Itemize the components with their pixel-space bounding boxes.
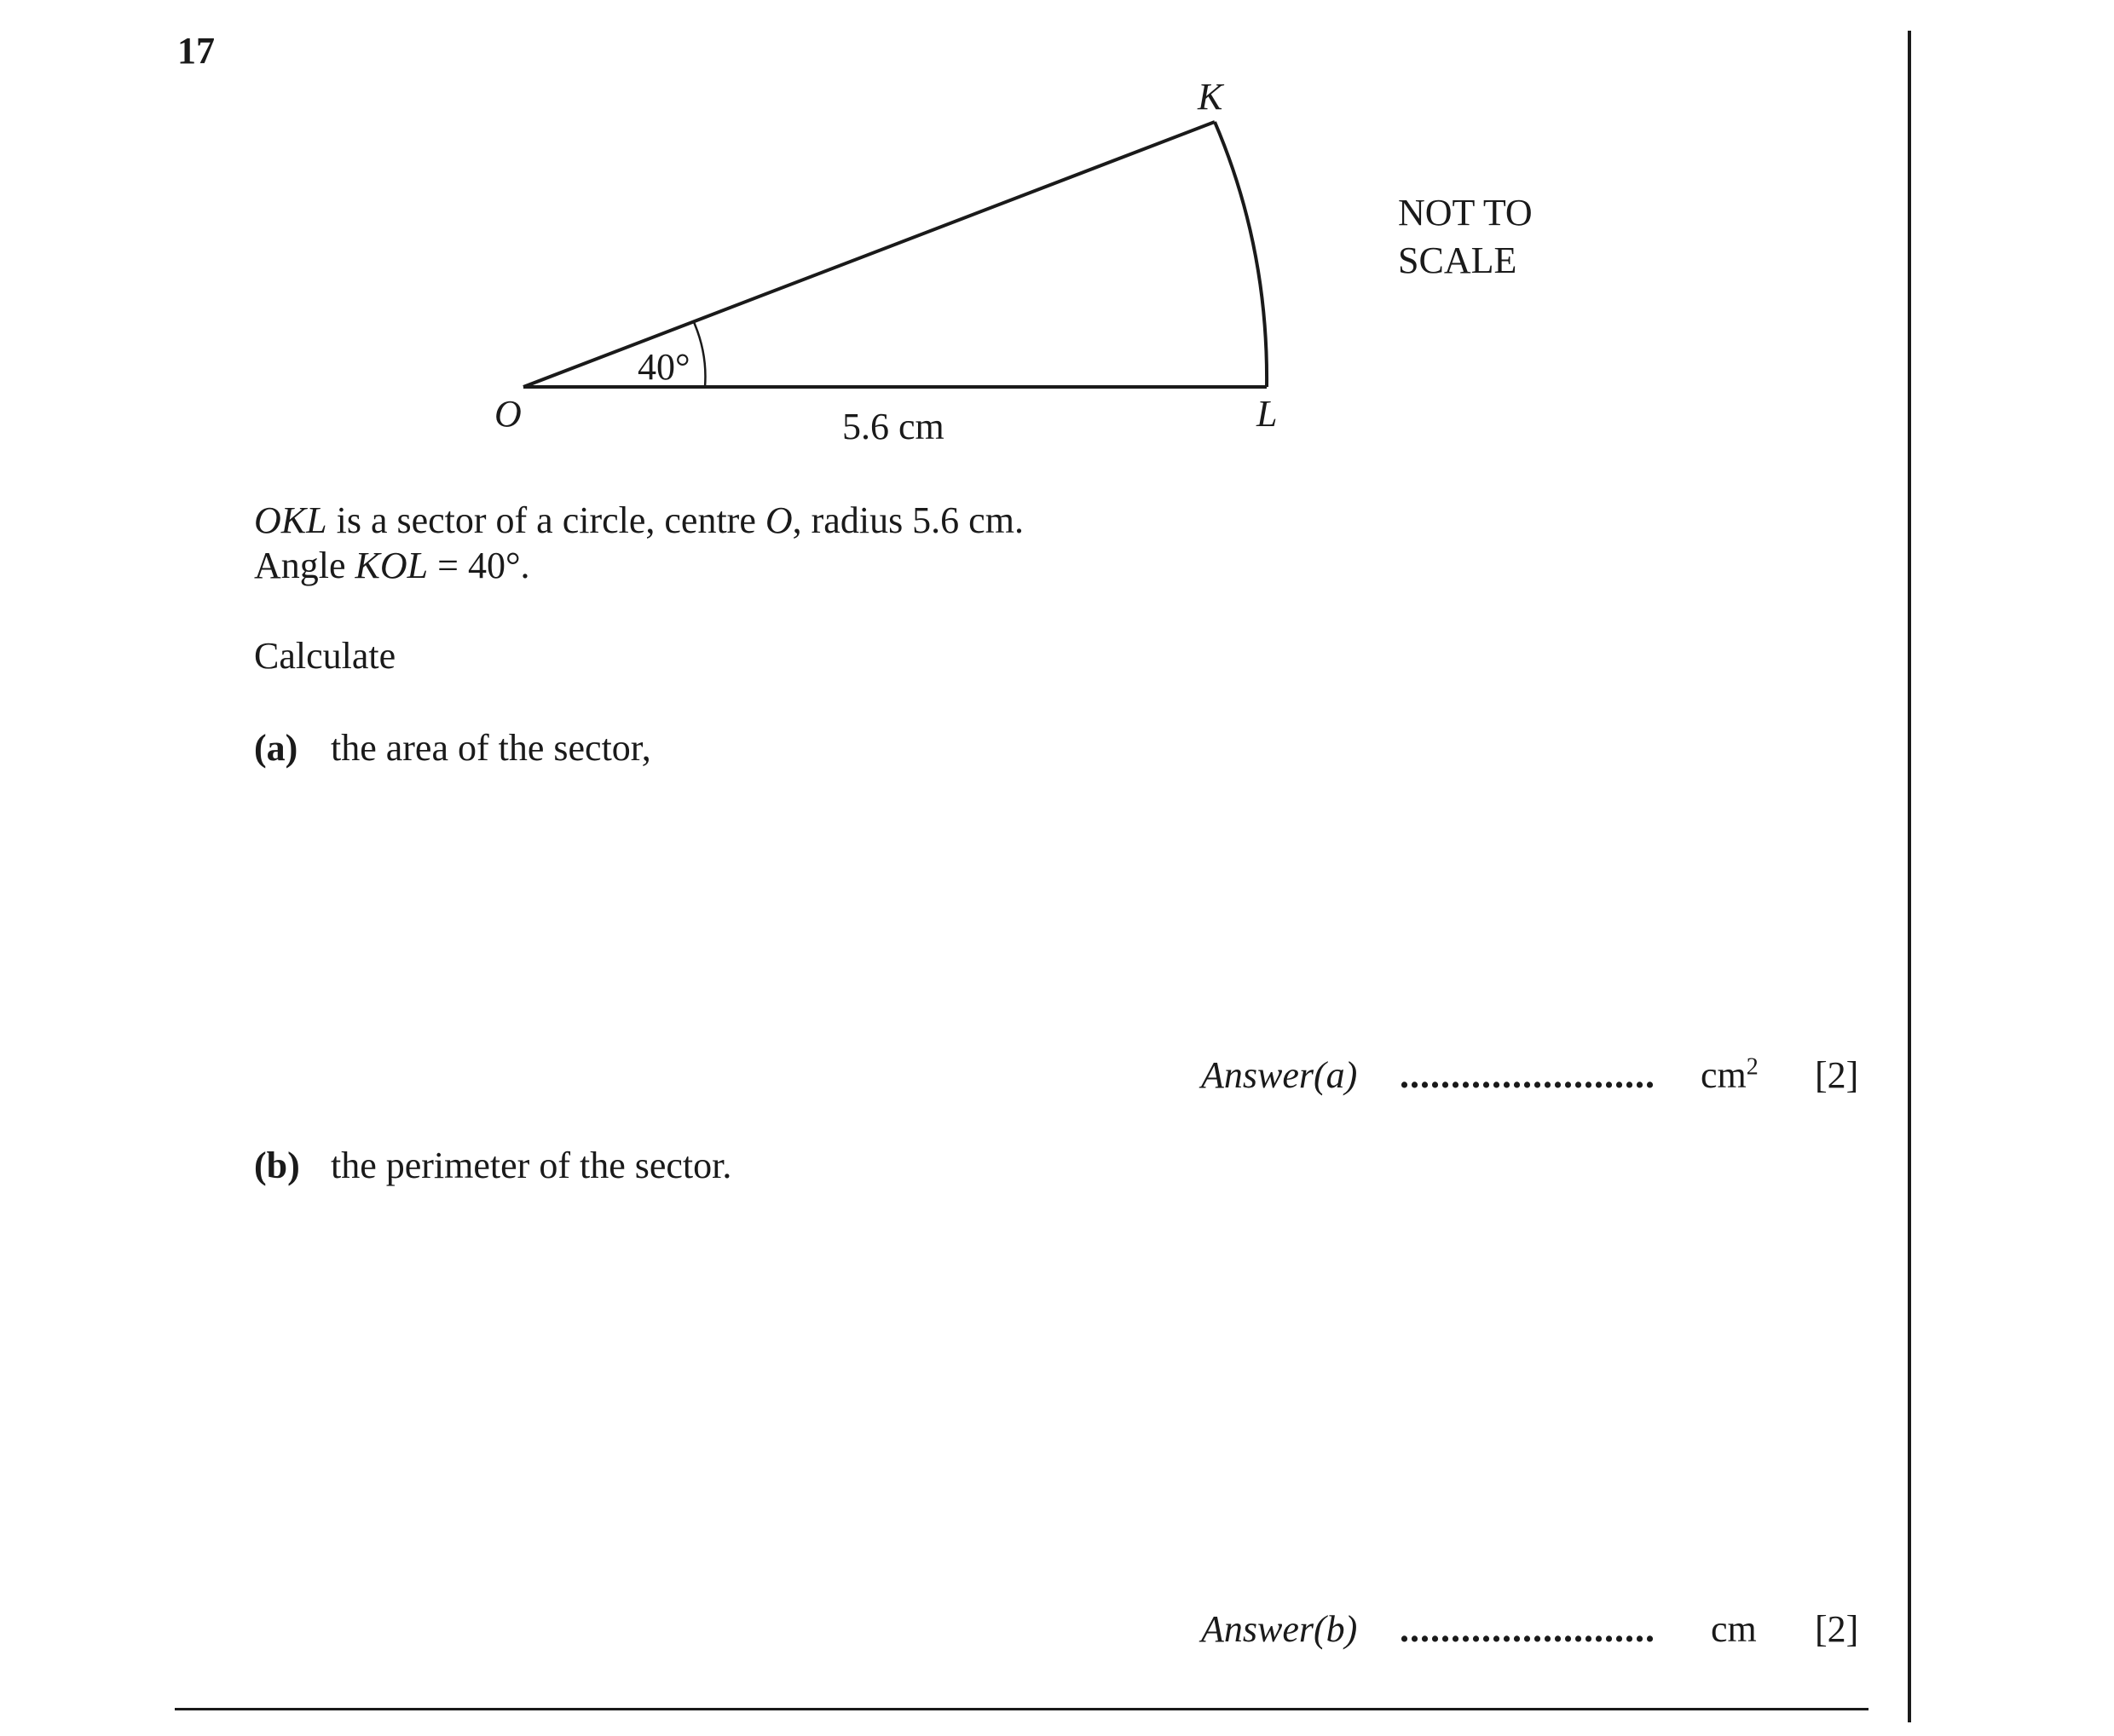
stem-line-1 (254, 499, 1024, 542)
angle-arc (694, 322, 705, 387)
stem-line-1-mid: is a sector of a circle, centre (326, 499, 765, 541)
okl-term: OKL (254, 499, 327, 541)
note-line-2: SCALE (1398, 239, 1517, 281)
answer-a-label: Answer(a) (1201, 1054, 1358, 1096)
stem-line-2-start: Angle (254, 545, 355, 586)
vertex-k-label: K (1198, 76, 1223, 118)
part-b-text: the perimeter of the sector. (331, 1145, 732, 1186)
part-b-label: (b) (254, 1145, 300, 1186)
answer-b-unit: cm (1711, 1608, 1757, 1650)
stem-line-1-end: , radius 5.6 cm. (792, 499, 1024, 541)
radius-ok (523, 122, 1215, 387)
part-b-marks: [2] (1815, 1608, 1859, 1650)
angle-label: 40° (638, 346, 690, 388)
stem-line-2 (254, 544, 530, 587)
not-to-scale-note (1398, 189, 1533, 285)
arc-kl (1215, 122, 1267, 387)
instruction: Calculate (254, 635, 396, 677)
answer-b-label: Answer(b) (1201, 1608, 1358, 1650)
bottom-rule (175, 1708, 1869, 1710)
kol-term: KOL (355, 545, 429, 586)
vertex-l-label: L (1256, 393, 1278, 435)
answer-a-unit-sup: 2 (1746, 1053, 1759, 1081)
radius-label: 5.6 cm (842, 406, 944, 447)
part-a-text: the area of the sector, (331, 727, 651, 769)
answer-b-line[interactable]: ......................... (1400, 1608, 1655, 1650)
note-line-1: NOT TO (1398, 192, 1533, 234)
stem-line-2-end: = 40°. (428, 545, 530, 586)
margin-rule (1908, 31, 1911, 1722)
part-a-label: (a) (254, 727, 298, 769)
question-number: 17 (177, 30, 215, 72)
centre-o-term: O (765, 499, 793, 541)
part-a-marks: [2] (1815, 1054, 1859, 1096)
answer-a-unit (1701, 1053, 1759, 1097)
answer-a-line[interactable]: ......................... (1400, 1054, 1655, 1096)
vertex-o-label: O (494, 393, 522, 435)
answer-a-unit-text: cm (1701, 1054, 1747, 1096)
